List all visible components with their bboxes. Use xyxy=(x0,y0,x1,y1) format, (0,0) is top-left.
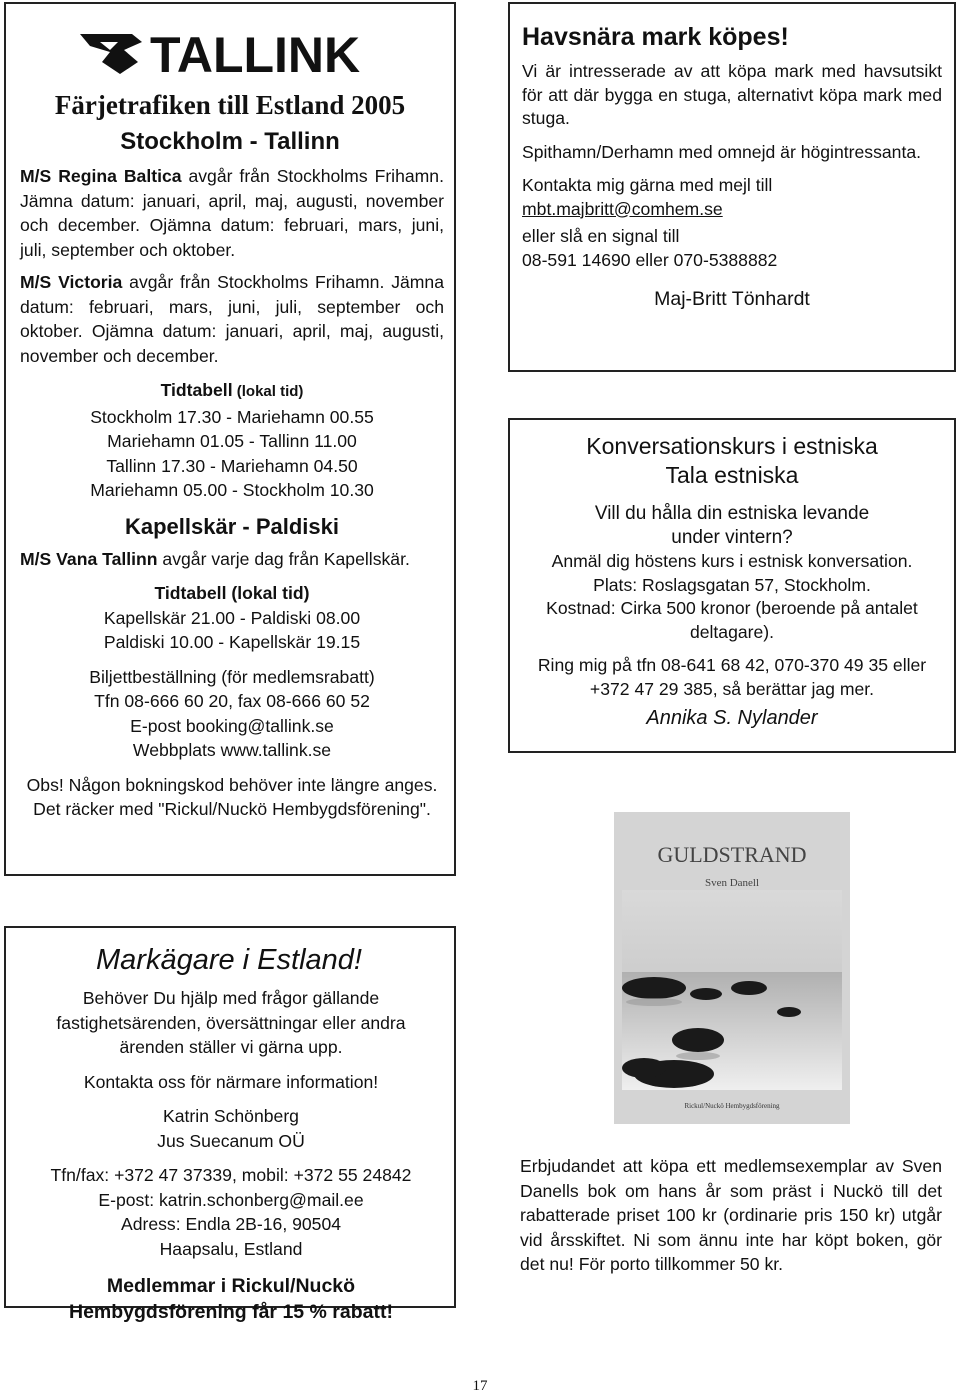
landowner-title: Markägare i Estland! xyxy=(96,944,362,976)
language-course-title xyxy=(520,432,944,490)
landowner-p2: Kontakta oss för närmare information! xyxy=(83,1071,379,1092)
route1-title: Stockholm - Tallinn xyxy=(120,128,340,155)
booking-info xyxy=(20,665,444,763)
land-wanted-p1: Vi är intresserade av att köpa mark med havsutsikt för att där bygga en stuga, alternativt köpa mark med stuga. xyxy=(522,61,942,128)
language-course-title-line1: Konversationskurs i estniska xyxy=(586,433,878,459)
land-wanted-p4: eller slå en signal till xyxy=(522,226,680,246)
ship1-name: M/S Regina Baltica xyxy=(20,166,182,186)
timetable1-row: Tallinn 17.30 - Mariehamn 04.50 xyxy=(106,455,358,476)
ship3-text: avgår varje dag från Kapellskär. xyxy=(157,548,410,569)
tallink-body xyxy=(20,164,444,822)
language-course-l4: Ring mig på tfn 08-641 68 42, 070-370 49 35 eller +372 47 29 385, så berättar jag mer. xyxy=(537,655,927,699)
ship1-text: avgår från Stockholms Frihamn. Jämna datum: januari, april, maj, augusti, november och december. Ojämna datum: februari, mars, juni, juli, september och oktober. xyxy=(20,166,444,260)
page-number: 17 xyxy=(472,1378,488,1394)
book-publisher: Rickul/Nuckö Hembygdsförening xyxy=(684,1102,780,1110)
timetable1-list xyxy=(20,405,444,503)
booking-website: Webbplats www.tallink.se xyxy=(132,740,332,760)
ship3-name: M/S Vana Tallinn xyxy=(20,548,158,569)
timetable1-row: Stockholm 17.30 - Mariehamn 00.55 xyxy=(90,406,374,427)
ship2-text: avgår från Stockholms Frihamn. Jämna datum: februari, mars, juni, juli, september och oktober. Ojämna datum: januari, april, maj, augusti, november och december. xyxy=(20,272,445,366)
ship3-paragraph xyxy=(20,547,444,572)
landowner-content xyxy=(16,942,446,1325)
landowner-discount-note: Medlemmar i Rickul/Nuckö Hembygdsförening får 15 % rabatt! xyxy=(69,1275,393,1323)
booking-line: Biljettbeställning (för medlemsrabatt) xyxy=(89,666,375,687)
route2-title: Kapellskär - Paldiski xyxy=(125,513,339,539)
landowner-company: Jus Suecanum OÜ xyxy=(157,1130,305,1151)
land-wanted-email: mbt.majbritt@comhem.se xyxy=(522,198,723,219)
language-course-signer: Annika S. Nylander xyxy=(646,707,818,729)
land-wanted-ad-box xyxy=(508,2,956,372)
timetable2-list xyxy=(20,606,444,655)
tallink-logo-mark xyxy=(80,34,142,74)
language-course-l2: Plats: Roslagsgatan 57, Stockholm. xyxy=(593,574,871,595)
language-course-content xyxy=(520,432,944,731)
book-author: Sven Danell xyxy=(704,877,760,889)
ship2-paragraph xyxy=(20,270,444,368)
timetable2-heading: Tidtabell (lokal tid) xyxy=(154,583,310,603)
language-course-title-line2: Tala estniska xyxy=(665,462,799,488)
land-wanted-p2: Spithamn/Derhamn med omnejd är högintressanta. xyxy=(522,141,922,162)
language-course-l3: Kostnad: Cirka 500 kronor (beroende på antalet deltagare). xyxy=(546,598,918,642)
book-offer-text: Erbjudandet att köpa ett medlemsexemplar av Sven Danells bok om hans år som präst i Nuckö till det rabatterade priset 100 kr (ordinarie pris 150 kr) utgår vid årsskiftet. Ni som ännu inte har köpt boken, gör det nu! För porto tillkommer 50 kr. xyxy=(520,1156,942,1274)
timetable2-row: Kapellskär 21.00 - Paldiski 08.00 xyxy=(103,607,361,628)
ship2-name: M/S Victoria xyxy=(20,272,123,292)
timetable1-heading xyxy=(20,378,444,405)
language-course-l1: Anmäl dig höstens kurs i estnisk konversation. xyxy=(551,551,913,571)
timetable1-local: (lokal tid) xyxy=(232,383,304,400)
landowner-email: E-post: katrin.schonberg@mail.ee xyxy=(98,1189,364,1210)
landowner-ad-box xyxy=(4,926,456,1323)
timetable1-row: Mariehamn 01.05 - Tallinn 11.00 xyxy=(107,431,357,451)
language-course-question: Vill du hålla din estniska levande under vintern? xyxy=(594,503,870,548)
land-wanted-phones: 08-591 14690 eller 070-5388882 xyxy=(522,249,778,270)
timetable2-row: Paldiski 10.00 - Kapellskär 19.15 xyxy=(103,632,361,652)
land-wanted-title: Havsnära mark köpes! xyxy=(522,23,789,51)
timetable1-row: Mariehamn 05.00 - Stockholm 10.30 xyxy=(90,480,374,500)
ship1-paragraph xyxy=(20,164,444,262)
landowner-name: Katrin Schönberg xyxy=(163,1106,299,1126)
language-course-ad-box xyxy=(508,418,956,753)
landowner-address: Adress: Endla 2B-16, 90504 Haapsalu, Estland xyxy=(120,1214,342,1259)
book-cover-image xyxy=(614,812,850,1124)
land-wanted-p3: Kontakta mig gärna med mejl till xyxy=(522,175,773,195)
tallink-logo xyxy=(80,22,390,84)
landowner-phone: Tfn/fax: +372 47 37339, mobil: +372 55 24842 xyxy=(50,1165,412,1185)
timetable1-heading-text: Tidtabell xyxy=(160,380,233,400)
land-wanted-content xyxy=(522,22,942,312)
obs-note: Obs! Någon bokningskod behöver inte längre anges. Det räcker med "Rickul/Nuckö Hembygdsförening". xyxy=(26,774,438,819)
booking-email: E-post booking@tallink.se xyxy=(130,715,334,736)
tallink-ad-box xyxy=(4,2,456,876)
booking-phone: Tfn 08-666 60 20, fax 08-666 60 52 xyxy=(94,691,370,711)
book-title: GULDSTRAND xyxy=(657,842,807,867)
tallink-logo-text: TALLINK xyxy=(150,27,361,83)
ferry-title: Färjetrafiken till Estland 2005 xyxy=(54,90,406,120)
land-wanted-signer: Maj-Britt Tönhardt xyxy=(654,288,810,310)
landowner-p1: Behöver Du hjälp med frågor gällande fastighetsärenden, översättningar eller andra ärenden ställer vi gärna upp. xyxy=(56,988,406,1057)
